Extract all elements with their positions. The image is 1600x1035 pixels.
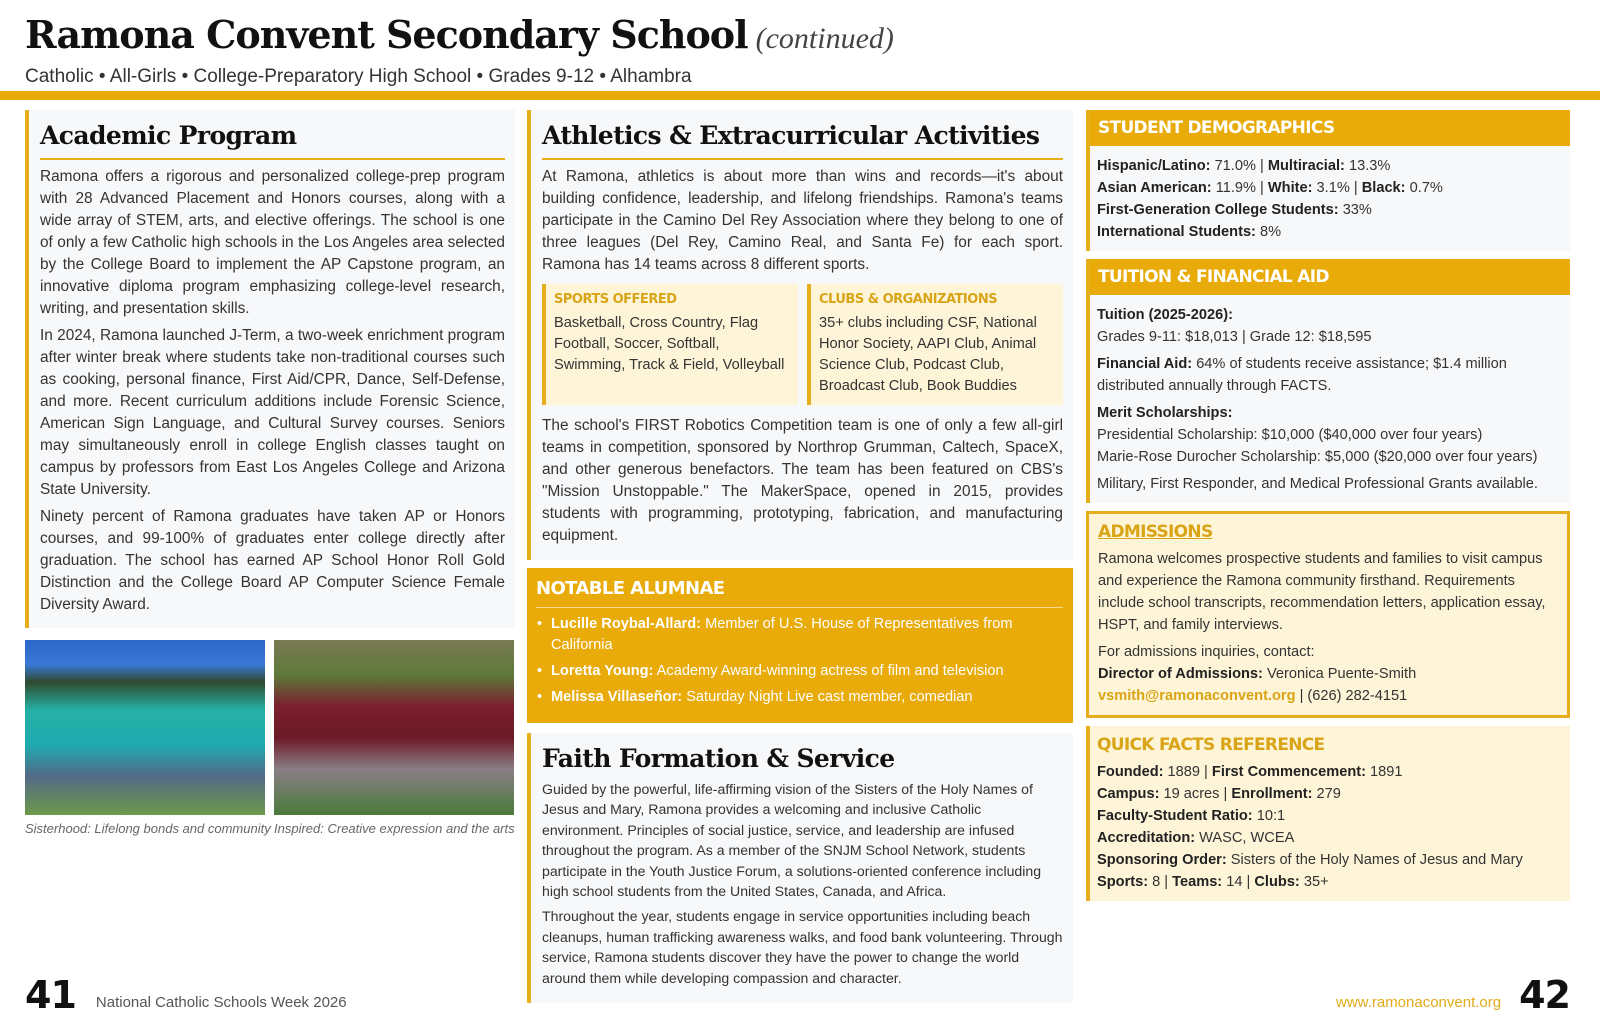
page-number-left: 41 [25, 973, 76, 1017]
admissions-box [1086, 511, 1570, 718]
stat-label: First-Generation College Students: [1097, 202, 1339, 218]
alumna-desc: Academy Award-winning actress of film and television [653, 663, 1004, 679]
faith-heading: Faith Formation & Service [542, 744, 895, 773]
list-item [536, 614, 1063, 656]
academic-heading: Academic Program [40, 120, 505, 160]
stat-label: International Students: [1097, 224, 1256, 240]
page-title [25, 10, 1585, 64]
clubs-list: 35+ clubs including CSF, National Honor Society, AAPI Club, Animal Science Club, Podcast Club, Broadcast Club, Book Buddies [819, 315, 1037, 394]
fact-value: Sisters of the Holy Names of Jesus and Mary [1226, 852, 1523, 868]
sports-list: Basketball, Cross Country, Flag Football, Soccer, Softball, Swimming, Track & Field, Volleyball [554, 315, 785, 373]
fact-label: Faculty-Student Ratio: [1097, 808, 1253, 824]
fact-label: Sports: [1097, 874, 1149, 890]
activity-boxes [542, 284, 1063, 405]
stat-value: 8% [1255, 224, 1282, 240]
list-item [536, 687, 1063, 708]
tuition-header [1090, 259, 1570, 295]
demographics-header [1090, 110, 1570, 146]
faith-formation-card [527, 733, 1073, 1003]
tuition-heading: TUITION & FINANCIAL AID [1098, 267, 1329, 287]
admissions-text: Ramona welcomes prospective students and families to visit campus and experience the Ramona community firsthand. Requirements include school transcripts, recommendation letters, application essay, HSPT, and family interviews. [1098, 551, 1546, 633]
admissions-phone: | (626) 282-4151 [1295, 688, 1408, 704]
stat-value: 33% [1338, 202, 1372, 218]
fact-value: 14 [1222, 874, 1243, 890]
stat-value: 3.1% [1312, 180, 1350, 196]
publication-name: National Catholic Schools Week 2026 [95, 994, 347, 1011]
fact-value: 10:1 [1252, 808, 1286, 824]
aid-label: Financial Aid: [1097, 356, 1193, 372]
contact-intro: For admissions inquiries, contact: [1098, 644, 1315, 660]
athletics-intro: At Ramona, athletics is about more than wins and records—it's about building confidence, leadership, and lifelong friendships. Ramona's teams participate in the Camino Del Rey Association where they belong to one of three leagues (Del Rey, Camino Real, and Santa Fe) for each sport. Ramona has 14 teams across 8 different sports. [542, 168, 1063, 273]
photo-inspired-image [274, 640, 514, 815]
merit-label-row [1097, 402, 1562, 424]
notable-alumnae-box [527, 568, 1073, 723]
stat-label: Hispanic/Latino: [1097, 158, 1211, 174]
website-link[interactable]: www.ramonaconvent.org [1336, 994, 1502, 1011]
stat-label: Multiracial: [1267, 158, 1345, 174]
photo-inspired [274, 640, 514, 836]
quick-facts-box [1086, 726, 1570, 901]
demographics-row: Hispanic/Latino: 71.0% | Multiracial: 13.3% [1097, 158, 1391, 174]
stat-label: Black: [1361, 180, 1406, 196]
alumna-name: Melissa Villaseñor: [551, 689, 683, 705]
director-name: Veronica Puente-Smith [1262, 666, 1417, 682]
stat-label: White: [1267, 180, 1313, 196]
academic-paragraph: Ramona offers a rigorous and personalized college-prep program with 28 Advanced Placement and Honors courses, along with a wide array of STEM, arts, and elective offerings. The school is one of only a few Catholic high schools in the Los Angeles area selected by the College Board to implement the AP Capstone program, an innovative diploma program emphasizing college-level research, writing, and presentation skills. [40, 168, 505, 317]
tuition-value: Grades 9-11: $18,013 | Grade 12: $18,595 [1097, 329, 1372, 345]
fact-row: Campus: 19 acres | Enrollment: 279 [1097, 786, 1341, 802]
quick-facts-heading: QUICK FACTS REFERENCE [1097, 735, 1325, 755]
tuition-label-row [1097, 304, 1562, 326]
alumna-desc: Member of U.S. House of Representatives from California [551, 616, 1013, 653]
footer-right [1336, 975, 1570, 1015]
academic-program-card [25, 110, 515, 628]
title-suffix: (continued) [755, 22, 894, 55]
fact-label: Campus: [1097, 786, 1160, 802]
demographics-row [1097, 221, 1562, 243]
alumna-name: Loretta Young: [551, 663, 654, 679]
page-number-right: 42 [1519, 973, 1570, 1017]
fact-label: Clubs: [1254, 874, 1300, 890]
alumna-desc: Saturday Night Live cast member, comedian [682, 689, 973, 705]
alumna-name: Lucille Roybal-Allard: [551, 616, 702, 632]
alumnae-list [536, 614, 1063, 708]
demographics-row [1097, 199, 1562, 221]
clubs-heading: CLUBS & ORGANIZATIONS [819, 292, 998, 307]
scholarship-item: Presidential Scholarship: $10,000 ($40,000 over four years) [1097, 427, 1483, 443]
aid-value: 64% of students receive assistance; $1.4 million distributed annually through FACTS. [1097, 356, 1507, 394]
fact-row [1097, 827, 1562, 849]
fact-label: Founded: [1097, 764, 1164, 780]
stat-label: Asian American: [1097, 180, 1212, 196]
demographics-body [1090, 146, 1570, 251]
fact-label: Accreditation: [1097, 830, 1196, 846]
director-label: Director of Admissions: [1098, 666, 1263, 682]
tuition-body [1090, 295, 1570, 503]
financial-aid [1097, 353, 1562, 397]
fact-value: 35+ [1299, 874, 1329, 890]
clubs-box [807, 284, 1063, 405]
fact-label: Enrollment: [1231, 786, 1313, 802]
fact-value: 8 [1148, 874, 1161, 890]
fact-value: WASC, WCEA [1195, 830, 1295, 846]
photo-gallery [25, 640, 515, 836]
tuition-box [1086, 259, 1570, 503]
fact-value: 1891 [1365, 764, 1403, 780]
page-header [25, 10, 1585, 88]
fact-row [1097, 805, 1562, 827]
athletics-heading: Athletics & Extracurricular Activities [542, 120, 1063, 160]
fact-row: Founded: 1889 | First Commencement: 1891 [1097, 764, 1403, 780]
admissions-heading: ADMISSIONS [1098, 522, 1213, 542]
photo-caption: Sisterhood: Lifelong bonds and community [25, 821, 271, 836]
photo-sisterhood-image [25, 640, 265, 815]
header-divider [0, 91, 1600, 100]
fact-label: Sponsoring Order: [1097, 852, 1227, 868]
faith-paragraph: Guided by the powerful, life-affirming vision of the Sisters of the Holy Names of Jesus and Mary, Ramona provides a welcoming and inclusive Catholic environment. Principles of social justice, service, and leadership are infused throughout the program. As a member of the SNJM School Network, students participate in the Youth Justice Forum, a solutions-oriented conference including high school students from the United States, Canada, and Africa. [542, 781, 1042, 900]
director-row [1098, 663, 1559, 685]
photo-sisterhood [25, 640, 271, 836]
stat-value: 13.3% [1344, 158, 1391, 174]
demographics-box [1086, 110, 1570, 251]
stat-value: 0.7% [1405, 180, 1443, 196]
footer-left [25, 975, 347, 1015]
fact-value: 279 [1312, 786, 1341, 802]
demographics-row: Asian American: 11.9% | White: 3.1% | Black: 0.7% [1097, 180, 1443, 196]
fact-label: First Commencement: [1211, 764, 1366, 780]
academic-paragraph: In 2024, Ramona launched J-Term, a two-week enrichment program after winter break where students take non-traditional courses such as cooking, personal finance, First Aid/CPR, Dance, Self-Defense, and more. Recent curriculum additions include Forensic Science, American Sign Language, and Cultural Survey courses. Seniors may simultaneously enroll in college English classes taught on campus by professors from East Los Angeles College and Arizona State University. [40, 327, 505, 498]
fact-value: 1889 [1163, 764, 1200, 780]
column-middle [527, 110, 1073, 1003]
academic-paragraph: Ninety percent of Ramona graduates have taken AP or Honors courses, and 99-100% of graduates enter college directly after graduation. The school has earned AP School Honor Roll Gold Distinction and the College Board AP Computer Science Female Diversity Award. [40, 508, 505, 613]
fact-row: Sports: 8 | Teams: 14 | Clubs: 35+ [1097, 874, 1329, 890]
fact-value: 19 acres [1159, 786, 1220, 802]
merit-label: Merit Scholarships: [1097, 405, 1233, 421]
fact-label: Teams: [1172, 874, 1223, 890]
column-left [25, 110, 515, 836]
stat-value: 71.0% [1210, 158, 1256, 174]
sports-heading: SPORTS OFFERED [554, 292, 677, 307]
admissions-email-link[interactable]: vsmith@ramonaconvent.org [1098, 688, 1296, 704]
scholarship-item: Marie-Rose Durocher Scholarship: $5,000 ($20,000 over four years) [1097, 449, 1538, 465]
athletics-card [527, 110, 1073, 560]
alumnae-heading: NOTABLE ALUMNAE [536, 578, 1063, 608]
faith-paragraph: Throughout the year, students engage in service opportunities including beach cleanups, human trafficking awareness walks, and food bank volunteering. Through service, Ramona students discover they have the power to change the world around them while developing compassion and character. [542, 908, 1063, 986]
grants-note: Military, First Responder, and Medical Professional Grants available. [1097, 476, 1538, 492]
column-right [1086, 110, 1570, 901]
school-name: Ramona Convent Secondary School [25, 12, 748, 57]
stat-value: 11.9% [1211, 180, 1256, 196]
robotics-paragraph: The school's FIRST Robotics Competition team is one of only a few all-girl teams in competition, sponsored by Northrop Grumman, Caltech, SpaceX, and other generous benefactors. The team has been featured on CBS's "Mission Unstoppable." The MakerSpace, opened in 2015, provides students with programming, prototyping, fabrication, and manufacturing equipment. [542, 417, 1063, 544]
list-item [536, 661, 1063, 682]
contact-row [1098, 685, 1559, 707]
demographics-heading: STUDENT DEMOGRAPHICS [1098, 118, 1335, 138]
page-subtitle: Catholic • All-Girls • College-Preparatory High School • Grades 9-12 • Alhambra [25, 66, 692, 87]
photo-caption: Inspired: Creative expression and the arts [274, 821, 515, 836]
sports-offered-box [542, 284, 798, 405]
fact-row [1097, 849, 1562, 871]
tuition-label: Tuition (2025-2026): [1097, 307, 1233, 323]
